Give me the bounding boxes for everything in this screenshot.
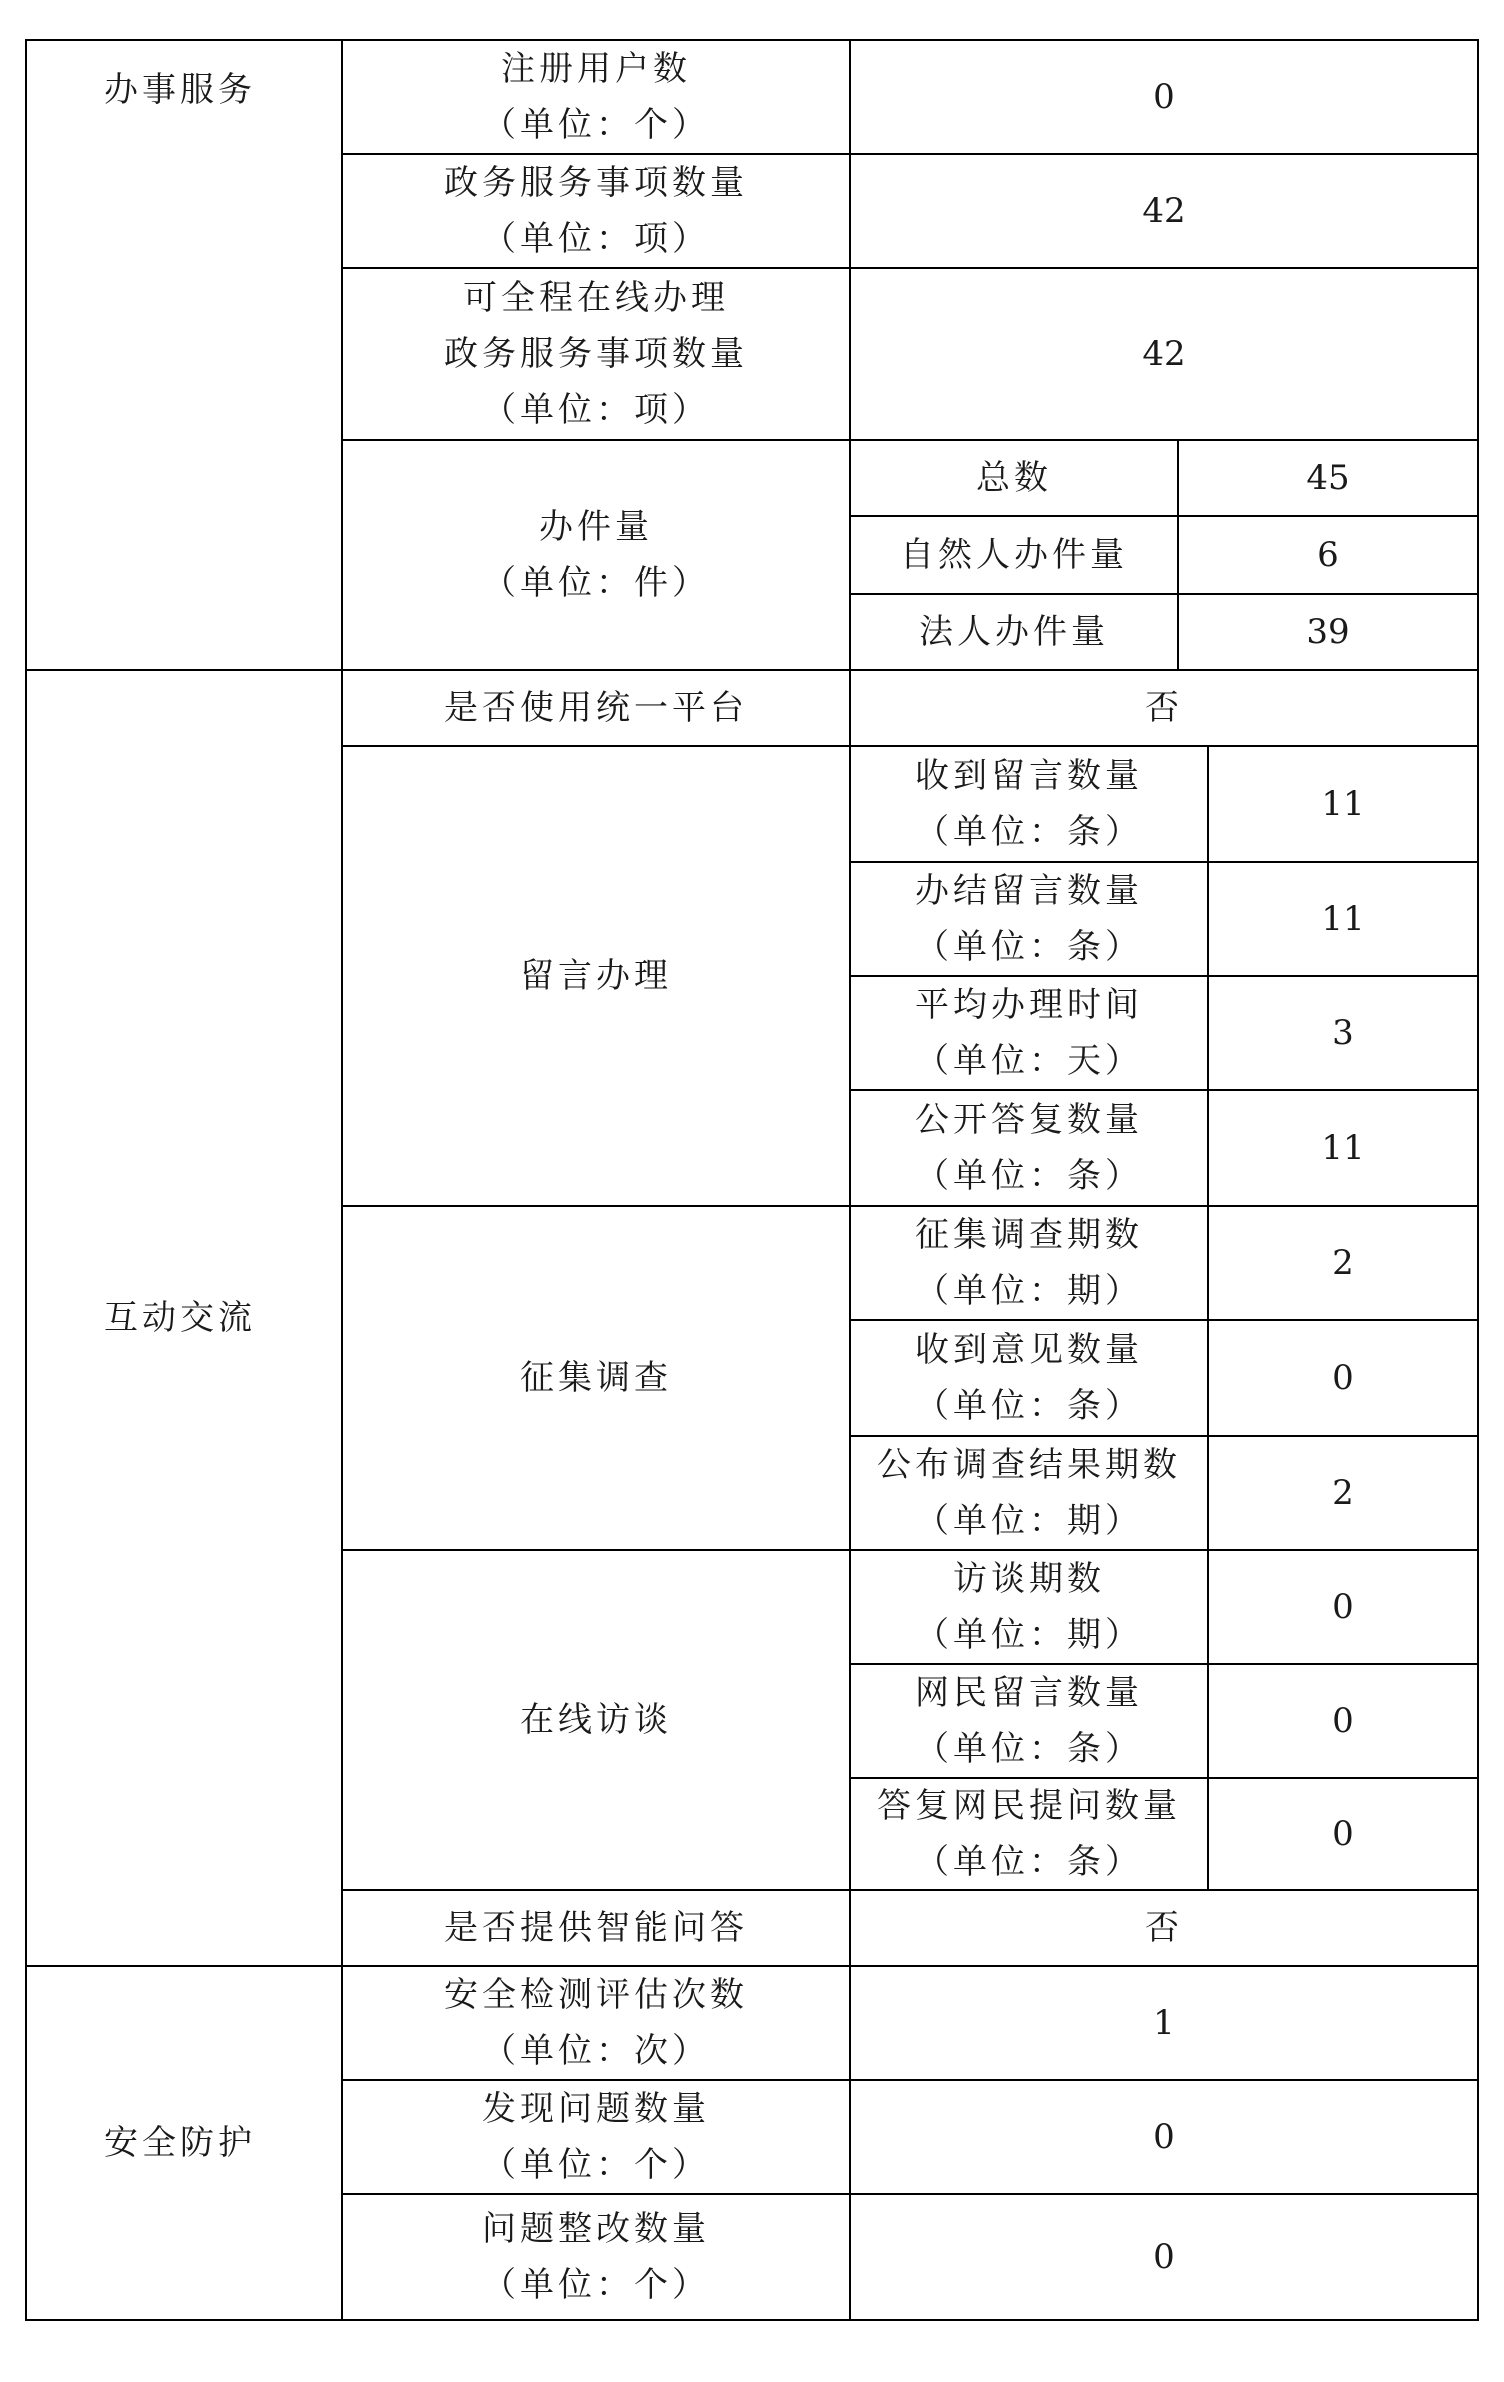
cases-total-label: 总数 [976, 458, 1052, 498]
cases-legal-label: 法人办件量 [919, 612, 1109, 652]
row-divider [849, 975, 1479, 977]
row-divider [341, 745, 1479, 747]
interview-group-label: 在线访谈 [520, 1700, 672, 1740]
row-divider [341, 1549, 1479, 1551]
assessments-value: 1 [1153, 2003, 1175, 2043]
messages-avg-time-label: 平均办理时间 （单位：天） [915, 985, 1143, 1081]
section-security-text: 安全防护 [104, 2123, 256, 2163]
cases-total-value: 45 [1306, 458, 1350, 498]
issues-found-label: 发现问题数量 （单位：个） [482, 2089, 710, 2185]
interview-periods-value: 0 [1332, 1587, 1354, 1627]
messages-concluded-label: 办结留言数量 （单位：条） [915, 871, 1143, 967]
row-divider [849, 515, 1479, 517]
messages-received-value: 11 [1321, 784, 1365, 824]
table-border-right [1477, 39, 1479, 2321]
cases-label: 办件量 （单位：件） [482, 507, 710, 603]
interview-messages-label: 网民留言数量 （单位：条） [915, 1673, 1143, 1769]
row-divider [341, 2193, 1479, 2195]
column-divider [1177, 440, 1179, 670]
messages-group-label: 留言办理 [520, 956, 672, 996]
survey-results-label: 公布调查结果期数 （单位：期） [877, 1445, 1181, 1541]
issues-found-value: 0 [1153, 2117, 1175, 2157]
smart-qa-label: 是否提供智能问答 [444, 1908, 748, 1948]
section-interaction-text: 互动交流 [104, 1298, 256, 1338]
column-divider [341, 39, 343, 2321]
online-items-value: 42 [1142, 334, 1186, 374]
unified-platform-label: 是否使用统一平台 [444, 688, 748, 728]
column-divider [1207, 746, 1209, 1890]
table-border-bottom [25, 2319, 1479, 2321]
survey-opinions-value: 0 [1332, 1358, 1354, 1398]
column-divider [849, 39, 851, 2321]
service-items-value: 42 [1142, 191, 1186, 231]
assessments-label: 安全检测评估次数 （单位：次） [444, 1975, 748, 2071]
row-divider [849, 1777, 1479, 1779]
interview-messages-value: 0 [1332, 1701, 1354, 1741]
unified-platform-value: 否 [1145, 688, 1183, 728]
row-divider [341, 153, 1479, 155]
survey-opinions-label: 收到意见数量 （单位：条） [915, 1330, 1143, 1426]
interview-replies-label: 答复网民提问数量 （单位：条） [877, 1786, 1181, 1882]
row-divider [341, 439, 1479, 441]
table-border-left [25, 39, 27, 2321]
survey-periods-label: 征集调查期数 （单位：期） [915, 1215, 1143, 1311]
messages-public-replies-value: 11 [1321, 1128, 1365, 1168]
section-service-text: 办事服务 [104, 70, 256, 110]
cases-legal-value: 39 [1306, 612, 1350, 652]
row-divider [849, 1319, 1479, 1321]
section-service-label [26, 40, 342, 670]
row-divider [849, 1663, 1479, 1665]
issues-fixed-value: 0 [1153, 2237, 1175, 2277]
interview-periods-label: 访谈期数 （单位：期） [915, 1559, 1143, 1655]
registered-users-label: 注册用户数 （单位：个） [482, 49, 710, 145]
smart-qa-value: 否 [1145, 1908, 1183, 1948]
row-divider [849, 1435, 1479, 1437]
section-security-label [26, 1966, 342, 2320]
table-border-top [25, 39, 1479, 41]
row-divider [849, 593, 1479, 595]
issues-fixed-label: 问题整改数量 （单位：个） [482, 2209, 710, 2305]
messages-received-label: 收到留言数量 （单位：条） [915, 756, 1143, 852]
service-items-label: 政务服务事项数量 （单位：项） [444, 163, 748, 259]
survey-group-label: 征集调查 [520, 1358, 672, 1398]
interview-replies-value: 0 [1332, 1814, 1354, 1854]
survey-results-value: 2 [1332, 1473, 1354, 1513]
cases-natural-label: 自然人办件量 [900, 535, 1128, 575]
row-divider [341, 267, 1479, 269]
row-divider [849, 861, 1479, 863]
section-divider [25, 669, 1479, 671]
registered-users-value: 0 [1153, 77, 1175, 117]
survey-periods-value: 2 [1332, 1243, 1354, 1283]
section-divider [25, 1965, 1479, 1967]
messages-public-replies-label: 公开答复数量 （单位：条） [915, 1100, 1143, 1196]
online-items-label: 可全程在线办理 政务服务事项数量 （单位：项） [444, 278, 748, 430]
cases-natural-value: 6 [1317, 535, 1339, 575]
row-divider [341, 2079, 1479, 2081]
row-divider [341, 1205, 1479, 1207]
section-interaction-label [26, 670, 342, 1966]
row-divider [849, 1089, 1479, 1091]
messages-avg-time-value: 3 [1332, 1013, 1354, 1053]
row-divider [341, 1889, 1479, 1891]
messages-concluded-value: 11 [1321, 899, 1365, 939]
